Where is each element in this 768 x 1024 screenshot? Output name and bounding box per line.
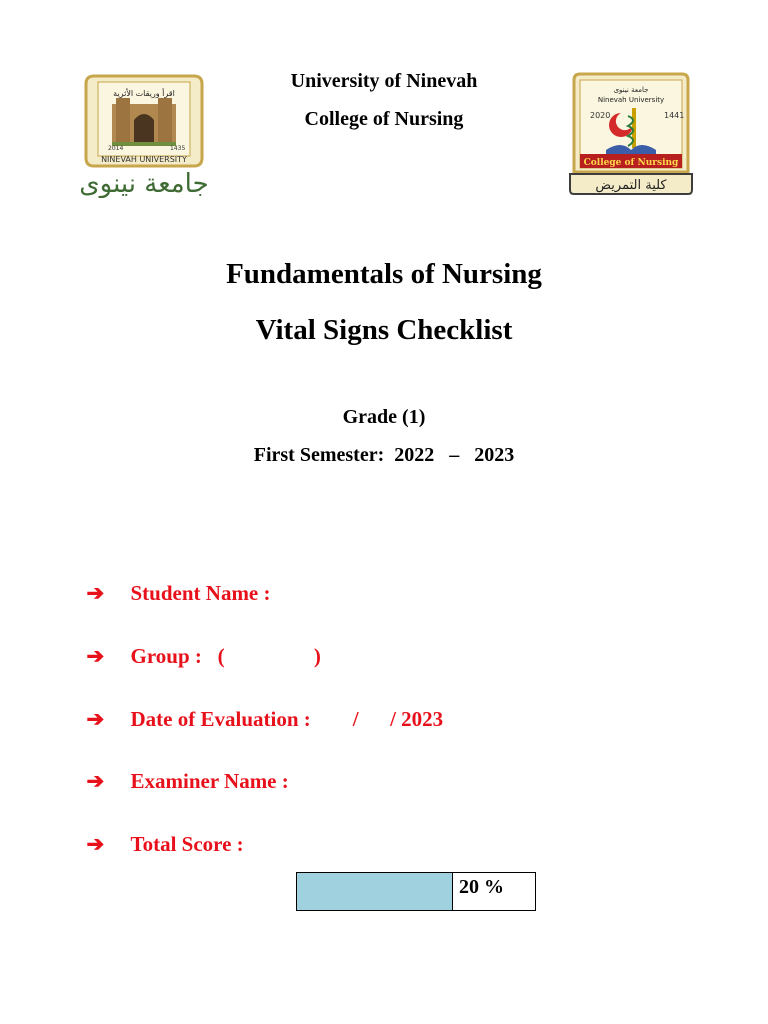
arrow-right-icon: ➔ xyxy=(86,769,105,793)
student-name-field xyxy=(76,556,271,606)
grade-label: Grade (1) xyxy=(342,406,426,428)
svg-text:College of Nursing: College of Nursing xyxy=(583,158,679,168)
score-percentage: 20 % xyxy=(459,876,504,898)
svg-text:2014: 2014 xyxy=(108,145,124,152)
course-title: Fundamentals of Nursing xyxy=(226,258,542,290)
field-label: Date of Evaluation : / / 2023 xyxy=(130,707,444,731)
examiner-name-field xyxy=(76,744,289,794)
field-label: Group : ( ) xyxy=(130,644,321,668)
score-table xyxy=(296,872,536,911)
svg-text:جامعة نينوى: جامعة نينوى xyxy=(79,169,209,198)
total-score-field xyxy=(76,807,244,857)
svg-text:NINEVAH UNIVERSITY: NINEVAH UNIVERSITY xyxy=(101,155,187,164)
date-of-evaluation-field xyxy=(76,682,443,732)
field-label: Student Name : xyxy=(130,581,271,605)
college-of-nursing-logo xyxy=(566,68,696,198)
checklist-title: Vital Signs Checklist xyxy=(255,314,513,346)
arrow-right-icon: ➔ xyxy=(86,707,105,731)
svg-text:اقرأ وريقات الأثرية: اقرأ وريقات الأثرية xyxy=(113,89,175,98)
field-label: Total Score : xyxy=(130,832,244,856)
svg-text:1441: 1441 xyxy=(664,111,685,120)
semester-label: First Semester: 2022 – 2023 xyxy=(253,444,515,466)
college-name: College of Nursing xyxy=(304,108,464,130)
group-field xyxy=(76,619,321,669)
university-name: University of Ninevah xyxy=(290,70,478,92)
svg-text:Ninevah University: Ninevah University xyxy=(597,96,665,104)
field-label: Examiner Name : xyxy=(130,769,289,793)
svg-text:1435: 1435 xyxy=(170,145,186,152)
score-entry-cell xyxy=(297,873,453,910)
arrow-right-icon: ➔ xyxy=(86,832,105,856)
svg-text:كلية التمريض: كلية التمريض xyxy=(595,178,667,193)
svg-text:2020: 2020 xyxy=(590,111,611,120)
svg-text:جامعة نينوى: جامعة نينوى xyxy=(613,86,649,94)
arrow-right-icon: ➔ xyxy=(86,581,105,605)
arrow-right-icon: ➔ xyxy=(86,644,105,668)
